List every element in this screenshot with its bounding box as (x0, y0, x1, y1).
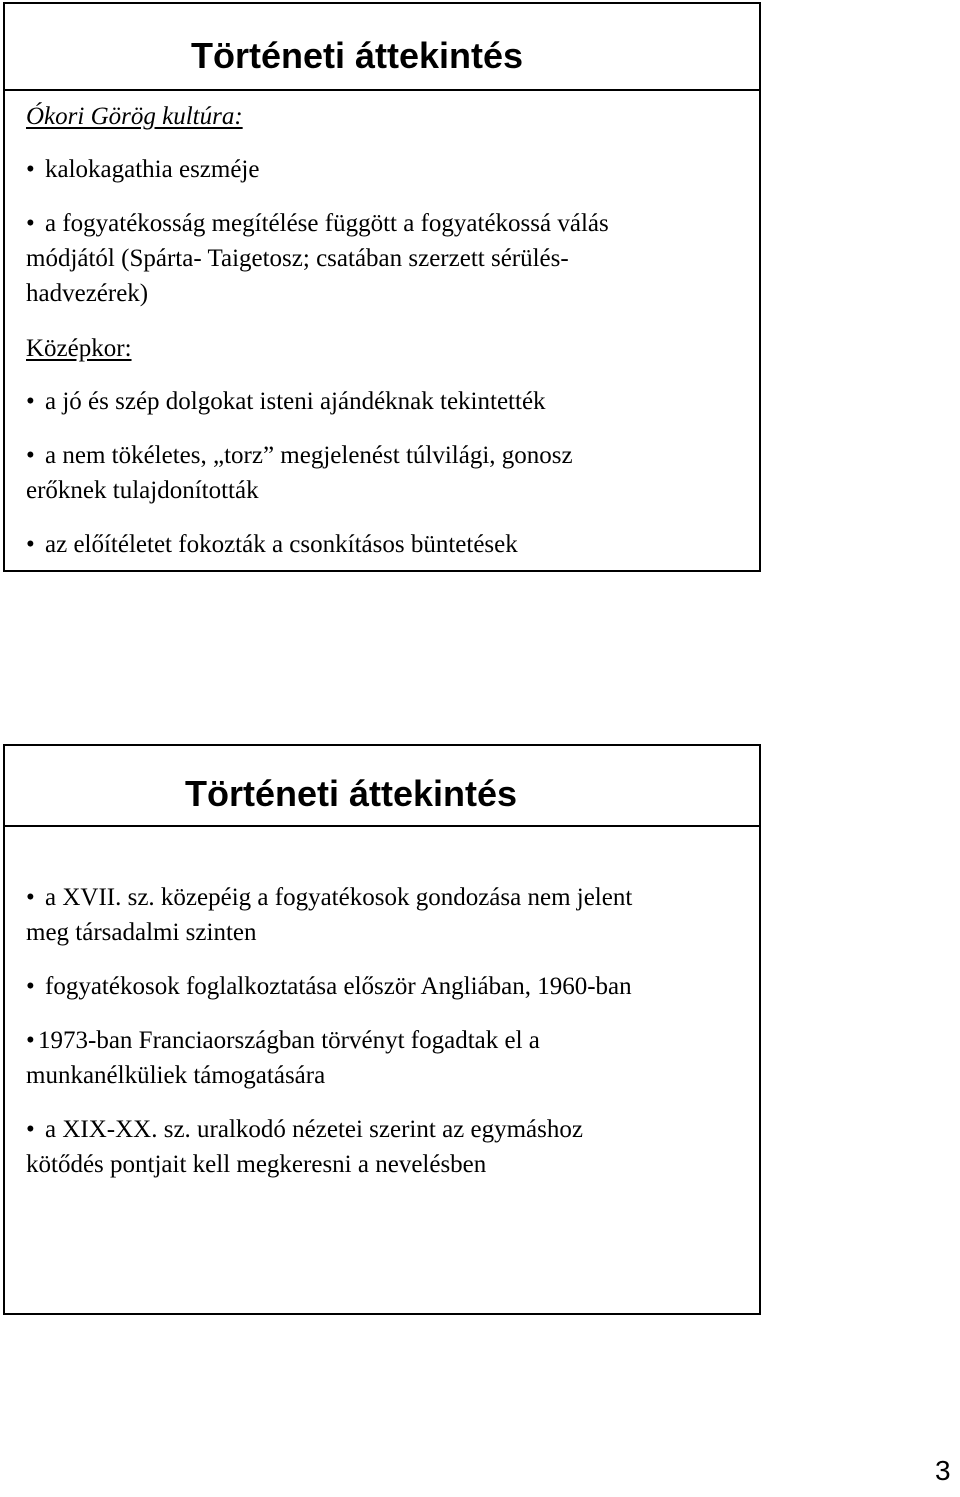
bullet-icon: • (26, 884, 35, 911)
bullet-text: a jó és szép dolgokat isteni ajándéknak tekintették (45, 388, 546, 415)
bullet-text: 1973-ban Franciaországban törvényt fogadtak el a (38, 1027, 540, 1054)
bullet-item (26, 1023, 540, 1058)
bullet-item (26, 969, 632, 1004)
slide-2 (3, 744, 761, 1315)
bullet-text: a nem tökéletes, „torz” megjelenést túlvilági, gonosz (45, 442, 573, 469)
bullet-item (26, 438, 573, 473)
bullet-icon: • (26, 1116, 35, 1143)
bullet-text: az előítéletet fokozták a csonkításos büntetések (45, 531, 518, 558)
bullet-icon: • (26, 1027, 35, 1054)
bullet-item (26, 384, 546, 419)
slide-title: Történeti áttekintés (185, 773, 518, 814)
bullet-item (26, 527, 518, 562)
title-divider (5, 89, 759, 91)
bullet-continuation: erőknek tulajdonították (26, 477, 259, 504)
bullet-icon: • (26, 156, 35, 183)
bullet-item (26, 880, 632, 915)
slide-1 (3, 2, 761, 572)
section-heading-ancient-greek: Ókori Görög kultúra: (26, 103, 243, 130)
bullet-icon: • (26, 388, 35, 415)
page-number: 3 (935, 1455, 951, 1486)
bullet-item (26, 206, 609, 241)
bullet-icon: • (26, 210, 35, 237)
bullet-icon: • (26, 973, 35, 1000)
title-divider (5, 825, 759, 827)
bullet-icon: • (26, 531, 35, 558)
bullet-icon: • (26, 442, 35, 469)
section-heading-middle-ages: Középkor: (26, 335, 132, 362)
bullet-continuation: kötődés pontjait kell megkeresni a nevelésben (26, 1151, 487, 1178)
bullet-text: a fogyatékosság megítélése függött a fogyatékossá válás (45, 210, 609, 237)
bullet-text: fogyatékosok foglalkoztatása először Angliában, 1960-ban (45, 973, 632, 1000)
bullet-continuation: meg társadalmi szinten (26, 919, 257, 946)
bullet-continuation: módjától (Spárta- Taigetosz; csatában szerzett sérülés- (26, 245, 569, 272)
bullet-text: kalokagathia eszméje (45, 156, 260, 183)
bullet-text: a XIX-XX. sz. uralkodó nézetei szerint az egymáshoz (45, 1116, 583, 1143)
bullet-continuation: hadvezérek) (26, 280, 149, 307)
slide-title: Történeti áttekintés (191, 35, 524, 76)
bullet-item (26, 1112, 583, 1147)
bullet-item (26, 152, 259, 187)
bullet-continuation: munkanélküliek támogatására (26, 1062, 326, 1089)
bullet-text: a XVII. sz. közepéig a fogyatékosok gondozása nem jelent (45, 884, 633, 911)
